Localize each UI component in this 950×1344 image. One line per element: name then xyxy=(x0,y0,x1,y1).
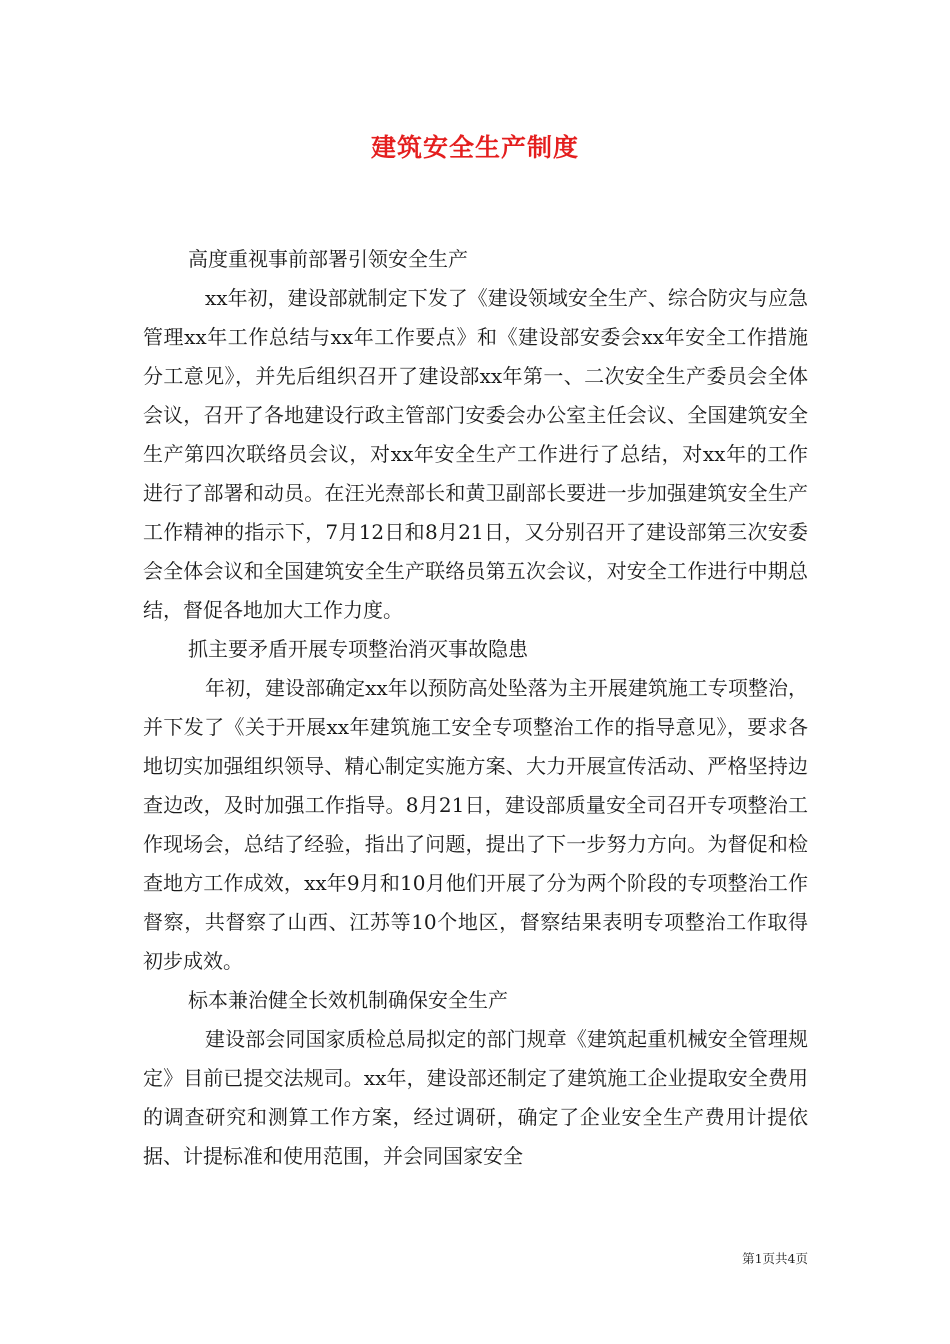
section-heading: 标本兼治健全长效机制确保安全生产 xyxy=(188,988,508,1012)
body-paragraph: xx年初，建设部就制定下发了《建设领域安全生产、综合防灾与应急管理xx年工作总结与xx年工作要点》和《建设部安委会xx年安全工作措施分工意见》，并先后组织召开了建设部xx年第一、二次安全生产委员会全体会议，召开了各地建设行政主管部门安委会办公室主任会议、全国建筑安全生产第四次联络员会议，对xx年安全生产工作进行了总结，对xx年的工作进行了部署和动员。在汪光焘部长和黄卫副部长要进一步加强建筑安全生产工作精神的指示下，7月12日和8月21日，又分别召开了建设部第三次安委会全体会议和全国建筑安全生产联络员第五次会议，对安全工作进行中期总结，督促各地加大工作力度。 xyxy=(143,286,808,622)
document-title: 建筑安全生产制度 xyxy=(370,133,579,162)
body-paragraph: 年初，建设部确定xx年以预防高处坠落为主开展建筑施工专项整治，并下发了《关于开展xx年建筑施工安全专项整治工作的指导意见》，要求各地切实加强组织领导、精心制定实施方案、大力开展宣传活动、严格坚持边查边改，及时加强工作指导。8月21日，建设部质量安全司召开专项整治工作现场会，总结了经验，指出了问题，提出了下一步努力方向。为督促和检查地方工作成效，xx年9月和10月他们开展了分为两个阶段的专项整治工作督察，共督察了山西、江苏等10个地区，督察结果表明专项整治工作取得初步成效。 xyxy=(143,676,808,973)
document-body xyxy=(143,240,808,1176)
page-number: 第1页共4页 xyxy=(742,1251,808,1266)
body-paragraph: 建设部会同国家质检总局拟定的部门规章《建筑起重机械安全管理规定》目前已提交法规司。xx年，建设部还制定了建筑施工企业提取安全费用的调查研究和测算工作方案，经过调研，确定了企业安全生产费用计提依据、计提标准和使用范围，并会同国家安全 xyxy=(143,1027,808,1168)
section-heading: 高度重视事前部署引领安全生产 xyxy=(188,247,468,271)
section-heading: 抓主要矛盾开展专项整治消灭事故隐患 xyxy=(188,637,528,661)
